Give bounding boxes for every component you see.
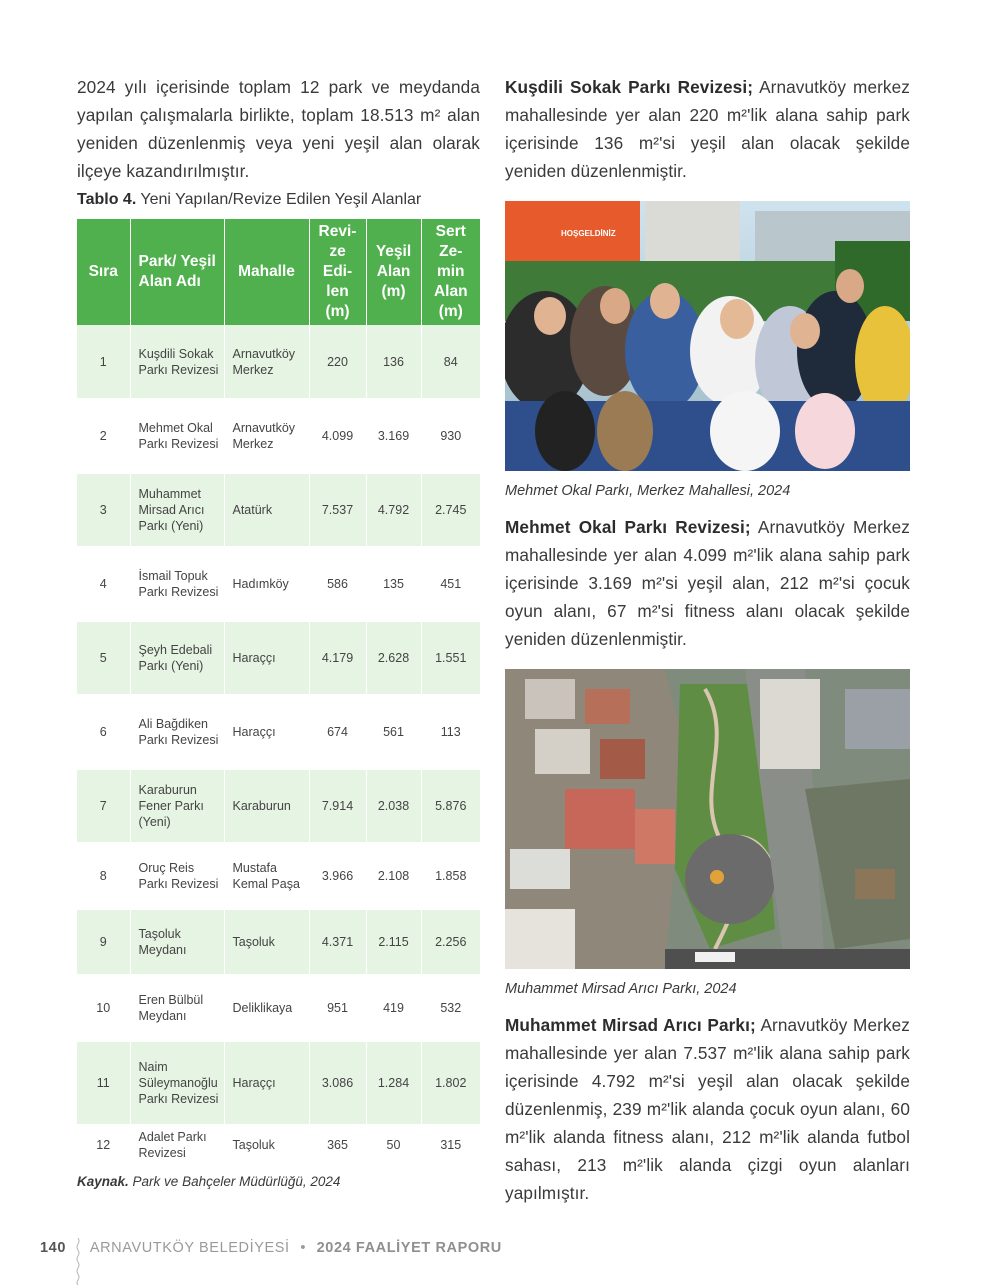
cell-sert: 1.858 xyxy=(421,843,480,909)
table-row xyxy=(77,1041,480,1125)
cell-yesil: 2.628 xyxy=(366,621,421,695)
cell-mahalle: Haraççı xyxy=(224,1041,309,1125)
muhammet-paragraph xyxy=(505,1011,910,1207)
cell-mahalle: Atatürk xyxy=(224,473,309,547)
source-label: Kaynak. xyxy=(77,1174,129,1189)
table-row xyxy=(77,975,480,1041)
cell-park: Ali Bağdiken Parkı Revizesi xyxy=(130,695,224,769)
cell-mahalle: Karaburun xyxy=(224,769,309,843)
cell-park: Taşoluk Meydanı xyxy=(130,909,224,975)
cell-yesil: 419 xyxy=(366,975,421,1041)
cell-mahalle: Taşoluk xyxy=(224,909,309,975)
cell-revize: 586 xyxy=(309,547,366,621)
cell-sira: 8 xyxy=(77,843,130,909)
cell-sert: 84 xyxy=(421,325,480,399)
cell-park: Adalet Parkı Revizesi xyxy=(130,1125,224,1165)
kusdili-paragraph xyxy=(505,73,910,185)
cell-sert: 315 xyxy=(421,1125,480,1165)
cell-sira: 7 xyxy=(77,769,130,843)
page-footer xyxy=(40,1240,502,1256)
cell-revize: 3.086 xyxy=(309,1041,366,1125)
cell-revize: 7.914 xyxy=(309,769,366,843)
footer-org: ARNAVUTKÖY BELEDİYESİ xyxy=(89,1240,290,1256)
cell-mahalle: Arnavutköy Merkez xyxy=(224,399,309,473)
table-row xyxy=(77,1125,480,1165)
cell-park: Mehmet Okal Parkı Revizesi xyxy=(130,399,224,473)
mehmet-body: Arnavutköy Merkez mahallesinde yer alan 4.099 m²'lik alana sahip park içerisinde 3.169 m²'si yeşil alan, 212 m²'si çocuk oyun alanı, 67 m²'si fitness alanı olacak şekilde yeniden düzenlenmiştir. xyxy=(505,517,910,649)
cell-park: Eren Bülbül Meydanı xyxy=(130,975,224,1041)
cell-mahalle: Haraççı xyxy=(224,621,309,695)
cell-yesil: 2.115 xyxy=(366,909,421,975)
banner-text: HOŞGELDİNİZ xyxy=(561,229,616,238)
cell-yesil: 3.169 xyxy=(366,399,421,473)
cell-sira: 2 xyxy=(77,399,130,473)
cell-yesil: 136 xyxy=(366,325,421,399)
cell-sert: 2.256 xyxy=(421,909,480,975)
cell-revize: 4.099 xyxy=(309,399,366,473)
mehmet-paragraph xyxy=(505,513,910,653)
page-number: 140 xyxy=(40,1240,66,1256)
cell-park: Karaburun Fener Parkı (Yeni) xyxy=(130,769,224,843)
cell-yesil: 135 xyxy=(366,547,421,621)
cell-sira: 5 xyxy=(77,621,130,695)
cell-sert: 930 xyxy=(421,399,480,473)
kusdili-title: Kuşdili Sokak Parkı Revizesi; xyxy=(505,77,754,97)
cell-mahalle: Haraççı xyxy=(224,695,309,769)
cell-revize: 3.966 xyxy=(309,843,366,909)
cell-sira: 4 xyxy=(77,547,130,621)
footer-report: 2024 FAALİYET RAPORU xyxy=(316,1240,502,1256)
cell-revize: 674 xyxy=(309,695,366,769)
cell-sert: 532 xyxy=(421,975,480,1041)
cell-sira: 12 xyxy=(77,1125,130,1165)
mehmet-title: Mehmet Okal Parkı Revizesi; xyxy=(505,517,751,537)
cell-yesil: 1.284 xyxy=(366,1041,421,1125)
cell-sert: 1.551 xyxy=(421,621,480,695)
photo2-caption: Muhammet Mirsad Arıcı Parkı, 2024 xyxy=(505,981,737,997)
table-row xyxy=(77,547,480,621)
photo-muhammet-mirsad-park xyxy=(505,669,910,969)
cell-park: Şeyh Edebali Parkı (Yeni) xyxy=(130,621,224,695)
header-yesil: Yeşil Alan (m) xyxy=(366,219,421,325)
green-areas-table xyxy=(77,219,480,1166)
table-row xyxy=(77,399,480,473)
header-sert: Sert Ze-min Alan (m) xyxy=(421,219,480,325)
table-row xyxy=(77,621,480,695)
cell-mahalle: Mustafa Kemal Paşa xyxy=(224,843,309,909)
kusdili-body: Arnavutköy merkez mahallesinde yer alan 220 m²'lik alana sahip park içerisinde 136 m²'si yeşil alan olacak şekilde yeniden düzenlenmiştir. xyxy=(505,77,910,181)
cell-yesil: 50 xyxy=(366,1125,421,1165)
table-row xyxy=(77,909,480,975)
table-title-label: Tablo 4. xyxy=(77,191,137,208)
table-title xyxy=(77,191,480,209)
cell-yesil: 2.038 xyxy=(366,769,421,843)
cell-revize: 220 xyxy=(309,325,366,399)
muhammet-title: Muhammet Mirsad Arıcı Parkı; xyxy=(505,1015,756,1035)
cell-revize: 951 xyxy=(309,975,366,1041)
table-source xyxy=(77,1174,480,1189)
table-row xyxy=(77,695,480,769)
intro-paragraph: 2024 yılı içerisinde toplam 12 park ve meydanda yapılan çalışmalarla birlikte, toplam 18.513 m² alan yeniden düzenlenmiş veya yeni yeşil alan olarak ilçeye kazandırılmıştır. xyxy=(77,77,480,181)
left-column xyxy=(77,73,480,1189)
cell-revize: 7.537 xyxy=(309,473,366,547)
cell-mahalle: Hadımköy xyxy=(224,547,309,621)
table-row xyxy=(77,473,480,547)
cell-sira: 10 xyxy=(77,975,130,1041)
cell-sira: 9 xyxy=(77,909,130,975)
header-mahalle: Mahalle xyxy=(224,219,309,325)
cell-sira: 1 xyxy=(77,325,130,399)
cell-yesil: 561 xyxy=(366,695,421,769)
cell-sert: 2.745 xyxy=(421,473,480,547)
cell-park: Muhammet Mirsad Arıcı Parkı (Yeni) xyxy=(130,473,224,547)
cell-park: Kuşdili Sokak Parkı Revizesi xyxy=(130,325,224,399)
cell-revize: 4.371 xyxy=(309,909,366,975)
cell-yesil: 4.792 xyxy=(366,473,421,547)
header-sira: Sıra xyxy=(77,219,130,325)
photo1-caption: Mehmet Okal Parkı, Merkez Mahallesi, 2024 xyxy=(505,483,791,499)
cell-sert: 451 xyxy=(421,547,480,621)
cell-mahalle: Taşoluk xyxy=(224,1125,309,1165)
cell-yesil: 2.108 xyxy=(366,843,421,909)
footer-separator: • xyxy=(300,1240,306,1256)
cell-sira: 6 xyxy=(77,695,130,769)
cell-sert: 1.802 xyxy=(421,1041,480,1125)
cell-sira: 3 xyxy=(77,473,130,547)
cell-sira: 11 xyxy=(77,1041,130,1125)
cell-revize: 365 xyxy=(309,1125,366,1165)
cell-sert: 5.876 xyxy=(421,769,480,843)
table-row xyxy=(77,325,480,399)
header-park: Park/ Yeşil Alan Adı xyxy=(130,219,224,325)
cell-sert: 113 xyxy=(421,695,480,769)
source-text: Park ve Bahçeler Müdürlüğü, 2024 xyxy=(132,1174,341,1189)
muhammet-body: Arnavutköy Merkez mahallesinde yer alan 7.537 m²'lik alana sahip park içerisinde 4.792 m²'si yeşil alan olacak şekilde düzenlenmiş, 239 m²'lik alanda çocuk oyun alanı, 60 m²'lik alanda fitness alanı, 212 m²'lik alanda futbol sahası, 213 m²'lik alanda çizgi oyun alanları yapılmıştır. xyxy=(505,1015,910,1203)
cell-mahalle: Deliklikaya xyxy=(224,975,309,1041)
table-row xyxy=(77,843,480,909)
table-header-row xyxy=(77,219,480,325)
cell-park: Oruç Reis Parkı Revizesi xyxy=(130,843,224,909)
cell-park: Naim Süleymanoğlu Parkı Revizesi xyxy=(130,1041,224,1125)
cell-mahalle: Arnavutköy Merkez xyxy=(224,325,309,399)
table-title-text: Yeni Yapılan/Revize Edilen Yeşil Alanlar xyxy=(140,191,422,208)
header-revize: Revi-ze Edi-len (m) xyxy=(309,219,366,325)
right-column xyxy=(505,73,910,1207)
cell-revize: 4.179 xyxy=(309,621,366,695)
table-row xyxy=(77,769,480,843)
cell-park: İsmail Topuk Parkı Revizesi xyxy=(130,547,224,621)
photo-mehmet-okal-park xyxy=(505,201,910,471)
